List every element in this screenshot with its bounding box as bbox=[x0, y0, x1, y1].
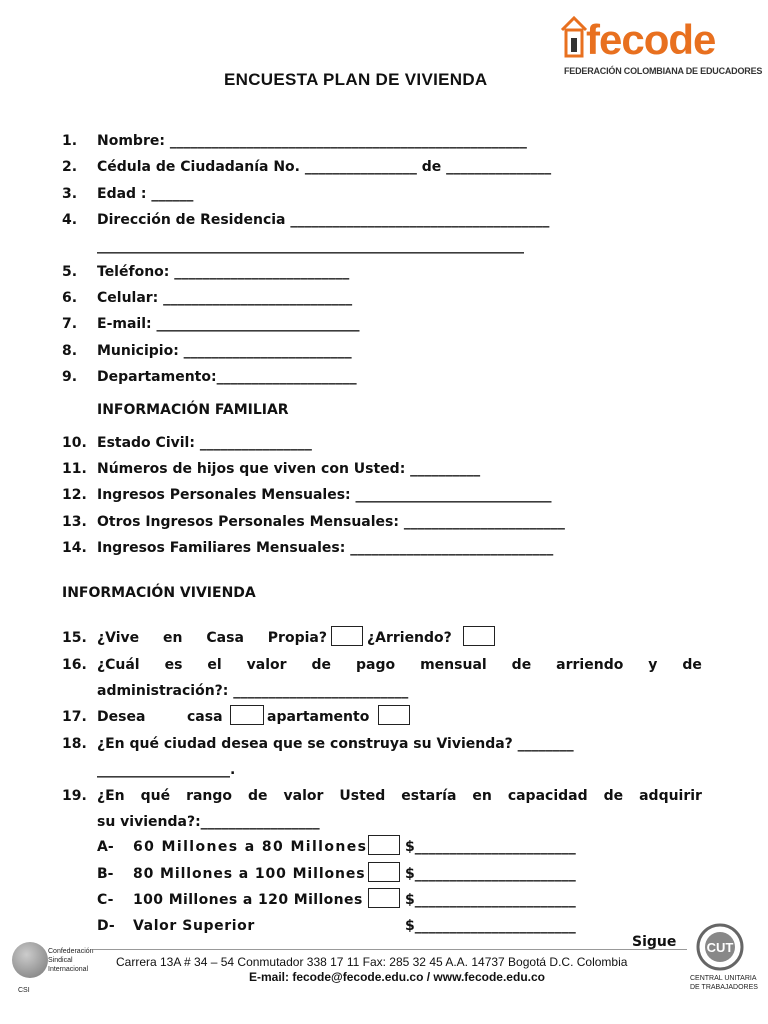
field-nombre[interactable]: Nombre: ___________________________________________________ bbox=[97, 133, 527, 149]
logo-word: fecode bbox=[586, 16, 716, 63]
field-edad[interactable]: Edad : ______ bbox=[97, 186, 194, 202]
logo-tagline: FEDERACIÓN COLOMBIANA DE EDUCADORES bbox=[564, 66, 763, 76]
field-municipio[interactable]: Municipio: ________________________ bbox=[97, 343, 352, 359]
option-a-checkbox[interactable] bbox=[368, 835, 400, 855]
field-departamento[interactable]: Departamento:____________________ bbox=[97, 369, 357, 385]
casa-propia-checkbox[interactable] bbox=[331, 626, 363, 646]
footer-address: Carrera 13A # 34 – 54 Conmutador 338 17 11 Fax: 285 32 45 A.A. 14737 Bogotá D.C. Colombia bbox=[116, 955, 628, 969]
field-direccion[interactable]: Dirección de Residencia _____________________________________ bbox=[97, 212, 550, 228]
field-ciudad-cont[interactable]: ___________________. bbox=[97, 762, 236, 778]
field-celular[interactable]: Celular: ___________________________ bbox=[97, 290, 353, 306]
apartamento-checkbox[interactable] bbox=[378, 705, 410, 725]
fecode-logo bbox=[560, 14, 763, 84]
footer-divider bbox=[93, 949, 687, 950]
field-direccion-cont[interactable]: _____________________________________________________________ bbox=[97, 238, 524, 254]
option-b-checkbox[interactable] bbox=[368, 862, 400, 882]
svg-text:CUT: CUT bbox=[706, 940, 734, 955]
sigue-label: Sigue bbox=[632, 934, 677, 950]
csi-abbr: CSI bbox=[18, 987, 30, 994]
field-vivienda[interactable]: su vivienda?:_________________ bbox=[97, 814, 320, 830]
cut-logo bbox=[692, 922, 748, 972]
cut-name: CENTRAL UNITARIA DE TRABAJADORES bbox=[690, 975, 758, 991]
casa-checkbox[interactable] bbox=[230, 705, 264, 725]
field-hijos[interactable]: Números de hijos que viven con Usted: __________ bbox=[97, 461, 481, 477]
field-cedula[interactable]: Cédula de Ciudadanía No. ________________ de _______________ bbox=[97, 159, 552, 175]
option-b-value[interactable]: $_______________________ bbox=[405, 866, 576, 882]
field-ingresos-familiares[interactable]: Ingresos Familiares Mensuales: _____________________________ bbox=[97, 540, 554, 556]
field-estado-civil[interactable]: Estado Civil: ________________ bbox=[97, 435, 312, 451]
house-icon bbox=[560, 16, 588, 60]
page-title: ENCUESTA PLAN DE VIVIENDA bbox=[224, 70, 488, 89]
option-a-value[interactable]: $_______________________ bbox=[405, 839, 576, 855]
field-telefono[interactable]: Teléfono: _________________________ bbox=[97, 264, 350, 280]
field-arriendo-valor[interactable]: administración?: _________________________ bbox=[97, 683, 409, 699]
option-c-checkbox[interactable] bbox=[368, 888, 400, 908]
field-otros-ingresos[interactable]: Otros Ingresos Personales Mensuales: _______________________ bbox=[97, 514, 565, 530]
field-email[interactable]: E-mail: _____________________________ bbox=[97, 316, 360, 332]
field-ingresos-personales[interactable]: Ingresos Personales Mensuales: ____________________________ bbox=[97, 487, 552, 503]
field-ciudad[interactable]: ¿En qué ciudad desea que se construya su Vivienda? ________ bbox=[97, 736, 574, 752]
option-d-value[interactable]: $_______________________ bbox=[405, 918, 576, 934]
footer-contact[interactable]: E-mail: fecode@fecode.edu.co / www.fecode.edu.co bbox=[249, 970, 545, 984]
csi-logo bbox=[12, 942, 48, 978]
csi-name: Confederación Sindical Internacional bbox=[48, 948, 94, 973]
arriendo-checkbox[interactable] bbox=[463, 626, 495, 646]
option-c-value[interactable]: $_______________________ bbox=[405, 892, 576, 908]
